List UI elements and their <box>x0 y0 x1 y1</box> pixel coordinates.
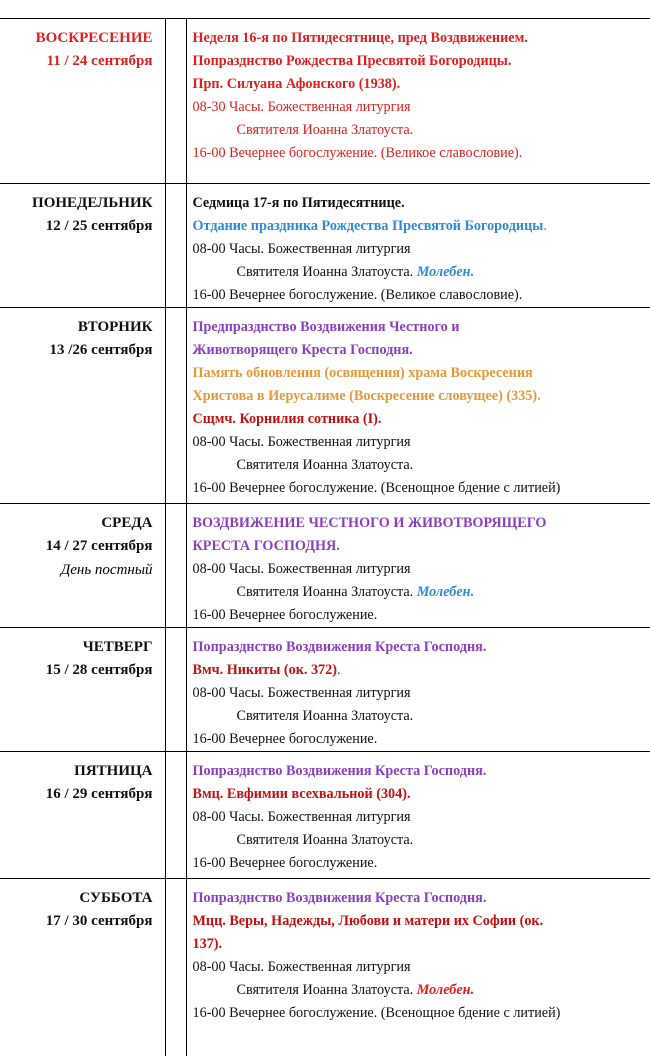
event-text: Попразднство Воздвижения Креста Господня. <box>193 763 487 779</box>
event-line <box>193 829 650 852</box>
event-text: Память обновления (освящения) храма Воскресения <box>193 365 533 381</box>
day-cell <box>0 19 165 184</box>
spacer-cell <box>165 628 186 752</box>
event-line <box>193 604 650 627</box>
event-text: 16-00 Вечернее богослужение. (Великое славословие). <box>193 287 523 303</box>
day-name: ВОСКРЕСЕНИЕ <box>0 27 153 50</box>
event-line <box>193 705 650 728</box>
schedule-table <box>0 18 650 1056</box>
event-line <box>193 385 650 408</box>
event-text: Сщмч. Корнилия сотника (I). <box>193 411 382 427</box>
day-name: ПЯТНИЦА <box>0 760 153 783</box>
event-line <box>193 760 650 783</box>
event-line <box>193 558 650 581</box>
event-text: 16-00 Вечернее богослужение. <box>193 855 378 871</box>
event-line <box>193 806 650 829</box>
event-text: Попразднство Рождества Пресвятой Богородицы. <box>193 53 512 69</box>
event-text: Святителя Иоанна Златоуста. <box>237 832 414 848</box>
event-text: Святителя Иоанна Златоуста. <box>237 122 414 138</box>
event-text: Вмц. Евфимии всехвальной (304). <box>193 786 411 802</box>
event-line <box>193 933 650 956</box>
day-note: День постный <box>0 558 153 582</box>
event-text: Мцц. Веры, Надежды, Любови и матери их Софии (ок. <box>193 913 544 929</box>
event-text: Святителя Иоанна Златоуста. <box>237 457 414 473</box>
event-text: 137). <box>193 936 223 952</box>
event-line <box>193 535 650 558</box>
event-line <box>193 477 650 500</box>
event-line <box>193 431 650 454</box>
event-text: Христова в Иерусалиме (Воскресение словущее) (335). <box>193 388 541 404</box>
day-cell <box>0 184 165 308</box>
event-line <box>193 728 650 751</box>
day-date: 12 / 25 сентября <box>0 215 153 238</box>
day-cell <box>0 879 165 1056</box>
event-line <box>193 454 650 477</box>
event-line <box>193 215 650 238</box>
event-line <box>193 852 650 875</box>
spacer-cell <box>165 879 186 1056</box>
event-line <box>193 783 650 806</box>
event-text: Святителя Иоанна Златоуста. <box>237 264 414 280</box>
event-line <box>193 581 650 604</box>
event-text: 16-00 Вечернее богослужение. (Всенощное бдение с литией) <box>193 480 561 496</box>
day-date: 11 / 24 сентября <box>0 50 153 73</box>
event-line <box>193 887 650 910</box>
event-line <box>193 956 650 979</box>
event-line <box>193 659 650 682</box>
event-tail: . <box>543 218 547 234</box>
day-row <box>0 184 650 308</box>
event-line <box>193 1002 650 1025</box>
event-text: Святителя Иоанна Златоуста. <box>237 708 414 724</box>
events-cell <box>186 504 650 628</box>
event-text: 08-00 Часы. Божественная литургия <box>193 561 411 577</box>
event-text: 16-00 Вечернее богослужение. <box>193 731 378 747</box>
event-line <box>193 636 650 659</box>
day-cell <box>0 628 165 752</box>
event-line <box>193 408 650 431</box>
day-row <box>0 19 650 184</box>
event-text: 16-00 Вечернее богослужение. (Всенощное бдение с литией) <box>193 1005 561 1021</box>
event-line <box>193 316 650 339</box>
event-line <box>193 339 650 362</box>
event-line <box>193 979 650 1002</box>
event-line <box>193 261 650 284</box>
event-text: Святителя Иоанна Златоуста. <box>237 982 414 998</box>
moleben-label: Молебен. <box>417 584 474 600</box>
day-name: ЧЕТВЕРГ <box>0 636 153 659</box>
spacer-cell <box>165 504 186 628</box>
day-name: ВТОРНИК <box>0 316 153 339</box>
spacer-cell <box>165 184 186 308</box>
event-text: 08-00 Часы. Божественная литургия <box>193 809 411 825</box>
event-text: Прп. Силуана Афонского (1938). <box>193 76 401 92</box>
day-date: 13 /26 сентября <box>0 339 153 362</box>
day-name: СУББОТА <box>0 887 153 910</box>
event-text: 08-00 Часы. Божественная литургия <box>193 685 411 701</box>
event-line <box>193 142 650 165</box>
day-name: ПОНЕДЕЛЬНИК <box>0 192 153 215</box>
event-text: 16-00 Вечернее богослужение. (Великое славословие). <box>193 145 523 161</box>
event-line <box>193 238 650 261</box>
day-row <box>0 752 650 879</box>
event-text: Святителя Иоанна Златоуста. <box>237 584 414 600</box>
event-text: 08-00 Часы. Божественная литургия <box>193 434 411 450</box>
day-date: 15 / 28 сентября <box>0 659 153 682</box>
day-cell <box>0 308 165 504</box>
day-row <box>0 879 650 1056</box>
day-row <box>0 308 650 504</box>
event-line <box>193 512 650 535</box>
event-text: Неделя 16-я по Пятидесятнице, пред Воздвижением. <box>193 30 528 46</box>
day-cell <box>0 504 165 628</box>
day-date: 16 / 29 сентября <box>0 783 153 806</box>
events-cell <box>186 19 650 184</box>
day-date: 17 / 30 сентября <box>0 910 153 933</box>
day-cell <box>0 752 165 879</box>
events-cell <box>186 184 650 308</box>
event-text: Животворящего Креста Господня. <box>193 342 413 358</box>
event-line <box>193 192 650 215</box>
event-line <box>193 910 650 933</box>
event-line <box>193 50 650 73</box>
event-line <box>193 96 650 119</box>
events-cell <box>186 879 650 1056</box>
event-line <box>193 27 650 50</box>
events-cell <box>186 628 650 752</box>
events-cell <box>186 752 650 879</box>
event-text: Попразднство Воздвижения Креста Господня. <box>193 890 487 906</box>
event-line <box>193 73 650 96</box>
event-text: 08-00 Часы. Божественная литургия <box>193 959 411 975</box>
day-name: СРЕДА <box>0 512 153 535</box>
event-text: Вмч. Никиты (ок. 372) <box>193 662 337 678</box>
day-date: 14 / 27 сентября <box>0 535 153 558</box>
spacer-cell <box>165 752 186 879</box>
event-text: Отдание праздника Рождества Пресвятой Богородицы <box>193 218 544 234</box>
event-text: Седмица 17-я по Пятидесятнице. <box>193 195 405 211</box>
event-line <box>193 119 650 142</box>
event-text: 08-00 Часы. Божественная литургия <box>193 241 411 257</box>
event-text: Предпразднство Воздвижения Честного и <box>193 319 460 335</box>
day-row <box>0 504 650 628</box>
event-text: КРЕСТА ГОСПОДНЯ. <box>193 538 340 554</box>
event-text: 08-30 Часы. Божественная литургия <box>193 99 411 115</box>
events-cell <box>186 308 650 504</box>
moleben-label: Молебен. <box>417 264 474 280</box>
moleben-label: Молебен. <box>417 982 474 998</box>
event-text: Попразднство Воздвижения Креста Господня. <box>193 639 487 655</box>
event-line <box>193 284 650 307</box>
event-line <box>193 362 650 385</box>
day-row <box>0 628 650 752</box>
event-text: 16-00 Вечернее богослужение. <box>193 607 378 623</box>
spacer-cell <box>165 308 186 504</box>
event-text: ВОЗДВИЖЕНИЕ ЧЕСТНОГО И ЖИВОТВОРЯЩЕГО <box>193 515 547 531</box>
event-tail: . <box>337 662 341 678</box>
event-line <box>193 682 650 705</box>
spacer-cell <box>165 19 186 184</box>
